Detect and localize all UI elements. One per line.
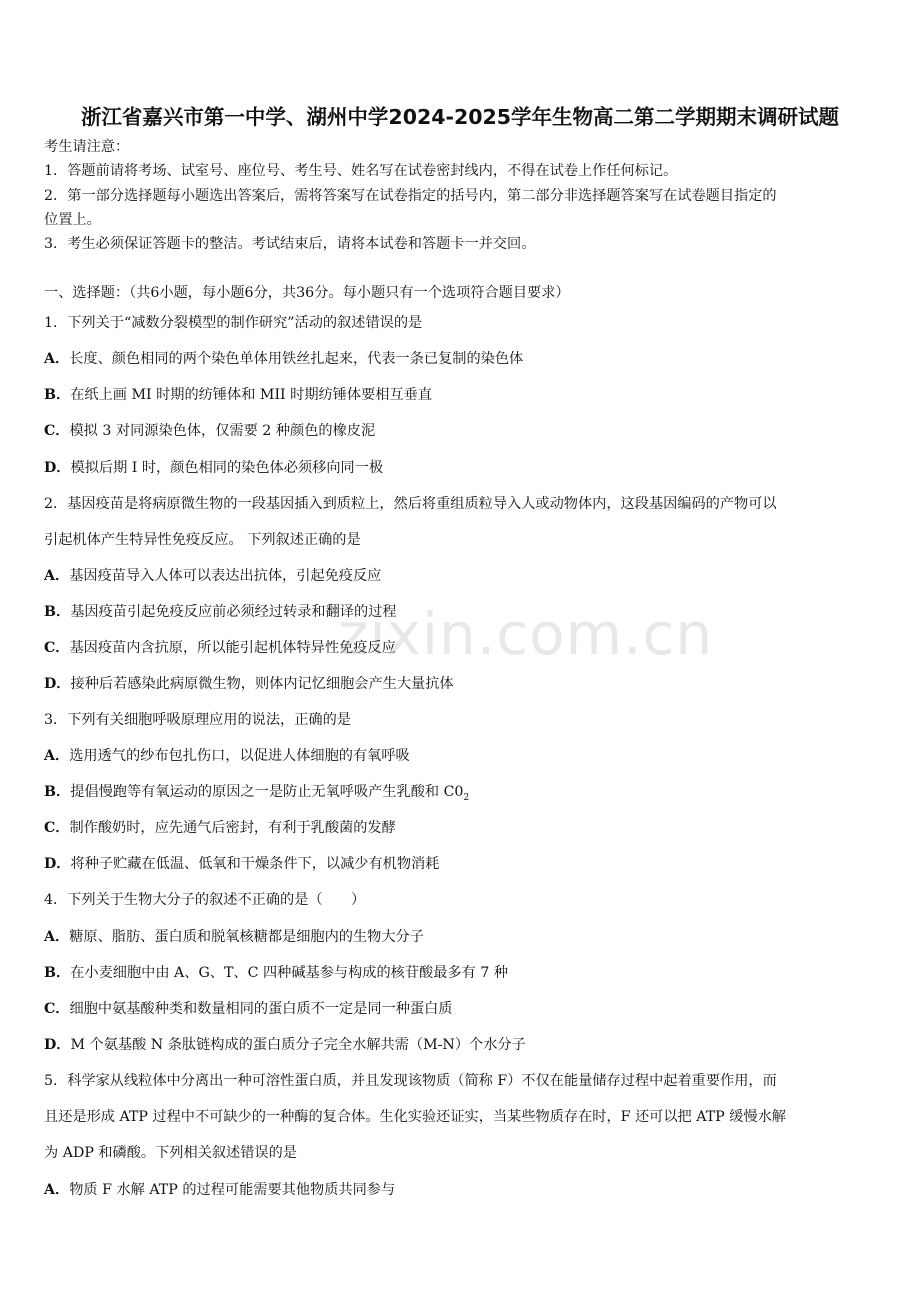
notice-item: 1．答题前请将考场、试室号、座位号、考生号、姓名写在试卷密封线内，不得在试卷上作任何标记。 bbox=[44, 163, 678, 179]
option-label: C． bbox=[44, 423, 70, 439]
option-text: 将种子贮藏在低温、低氧和干燥条件下，以减少有机物消耗 bbox=[70, 856, 440, 872]
question-stem: 3．下列有关细胞呼吸原理应用的说法，正确的是 bbox=[44, 712, 351, 728]
option-item bbox=[44, 1180, 395, 1200]
option-text: 在小麦细胞中由 A、G、T、C 四种碱基参与构成的核苷酸最多有 7 种 bbox=[70, 965, 509, 981]
notice-item: 位置上。 bbox=[44, 212, 101, 228]
option-text: 糖原、脂肪、蛋白质和脱氧核糖都是细胞内的生物大分子 bbox=[69, 929, 424, 945]
option-label: A． bbox=[44, 748, 70, 764]
option-text: 物质 F 水解 ATP 的过程可能需要其他物质共同参与 bbox=[69, 1182, 396, 1198]
option-item bbox=[44, 746, 410, 766]
option-label: A． bbox=[44, 929, 70, 945]
option-label: D． bbox=[44, 676, 71, 692]
option-label: B． bbox=[44, 387, 71, 403]
option-text: 基因疫苗导入人体可以表达出抗体，引起免疫反应 bbox=[69, 568, 382, 584]
watermark: zixin.com.cn bbox=[338, 600, 714, 668]
option-label: D． bbox=[44, 1037, 71, 1053]
option-text: 制作酸奶时，应先通气后密封，有利于乳酸菌的发酵 bbox=[69, 820, 396, 836]
subscript: 2 bbox=[463, 792, 470, 803]
page-title: 浙江省嘉兴市第一中学、湖州中学2024-2025学年生物高二第二学期期末调研试题 bbox=[80, 105, 840, 129]
question-stem: 为 ADP 和磷酸。下列相关叙述错误的是 bbox=[44, 1145, 298, 1161]
option-text: 模拟后期 I 时，颜色相同的染色体必须移向同一极 bbox=[70, 460, 384, 476]
option-item bbox=[44, 674, 454, 694]
option-label: C． bbox=[44, 1001, 70, 1017]
option-item bbox=[44, 1035, 526, 1055]
option-label: B． bbox=[44, 784, 71, 800]
section-heading: 一、选择题：（共6小题，每小题6分，共36分。每小题只有一个选项符合题目要求） bbox=[44, 285, 570, 301]
notice-item: 3．考生必须保证答题卡的整洁。考试结束后，请将本试卷和答题卡一并交回。 bbox=[44, 236, 536, 252]
option-text: 在纸上画 MI 时期的纺锤体和 MII 时期纺锤体要相互垂直 bbox=[70, 387, 433, 403]
option-item bbox=[44, 566, 381, 586]
option-label: D． bbox=[44, 856, 71, 872]
notice-heading: 考生请注意： bbox=[44, 139, 130, 155]
option-item bbox=[44, 782, 469, 808]
option-item bbox=[44, 818, 396, 838]
option-text: 模拟 3 对同源染色体，仅需要 2 种颜色的橡皮泥 bbox=[69, 423, 376, 439]
option-label: C． bbox=[44, 820, 70, 836]
question-stem: 4．下列关于生物大分子的叙述不正确的是（ ） bbox=[44, 892, 366, 908]
question-stem: 引起机体产生特异性免疫反应。 下列叙述正确的是 bbox=[44, 532, 361, 548]
question-stem: 5．科学家从线粒体中分离出一种可溶性蛋白质，并且发现该物质（简称 F）不仅在能量储存过程中起着重要作用，而 bbox=[44, 1073, 777, 1089]
option-text: 基因疫苗引起免疫反应前必须经过转录和翻译的过程 bbox=[70, 604, 397, 620]
notice-item: 2．第一部分选择题每小题选出答案后，需将答案写在试卷指定的括号内，第二部分非选择题答案写在试卷题目指定的 bbox=[44, 188, 777, 204]
option-item bbox=[44, 854, 439, 874]
option-label: B． bbox=[44, 965, 71, 981]
option-text: 基因疫苗内含抗原，所以能引起机体特异性免疫反应 bbox=[69, 640, 396, 656]
option-item bbox=[44, 458, 383, 478]
question-stem: 2．基因疫苗是将病原微生物的一段基因插入到质粒上，然后将重组质粒导入人或动物体内，这段基因编码的产物可以 bbox=[44, 496, 777, 512]
option-label: D． bbox=[44, 460, 71, 476]
option-text: 选用透气的纱布包扎伤口，以促进人体细胞的有氧呼吸 bbox=[69, 748, 410, 764]
option-label: A． bbox=[44, 568, 70, 584]
option-text: 细胞中氨基酸种类和数量相同的蛋白质不一定是同一种蛋白质 bbox=[69, 1001, 453, 1017]
option-item bbox=[44, 963, 508, 983]
option-label: A． bbox=[44, 351, 70, 367]
question-stem: 且还是形成 ATP 过程中不可缺少的一种酶的复合体。生化实验还证实，当某些物质存在时，F 还可以把 ATP 缓慢水解 bbox=[44, 1109, 786, 1125]
option-text: M 个氨基酸 N 条肽链构成的蛋白质分子完全水解共需（M-N）个水分子 bbox=[70, 1037, 526, 1053]
option-text: 长度、颜色相同的两个染色单体用铁丝扎起来，代表一条已复制的染色体 bbox=[69, 351, 524, 367]
option-text: 接种后若感染此病原微生物，则体内记忆细胞会产生大量抗体 bbox=[70, 676, 454, 692]
option-text: 提倡慢跑等有氧运动的原因之一是防止无氧呼吸产生乳酸和 C0 bbox=[70, 784, 464, 800]
option-label: B． bbox=[44, 604, 71, 620]
option-item bbox=[44, 927, 424, 947]
option-item bbox=[44, 999, 453, 1019]
option-item bbox=[44, 385, 432, 405]
option-label: A． bbox=[44, 1182, 70, 1198]
option-item bbox=[44, 421, 375, 441]
question-stem: 1．下列关于“减数分裂模型的制作研究”活动的叙述错误的是 bbox=[44, 315, 423, 331]
option-item bbox=[44, 349, 523, 369]
option-label: C． bbox=[44, 640, 70, 656]
